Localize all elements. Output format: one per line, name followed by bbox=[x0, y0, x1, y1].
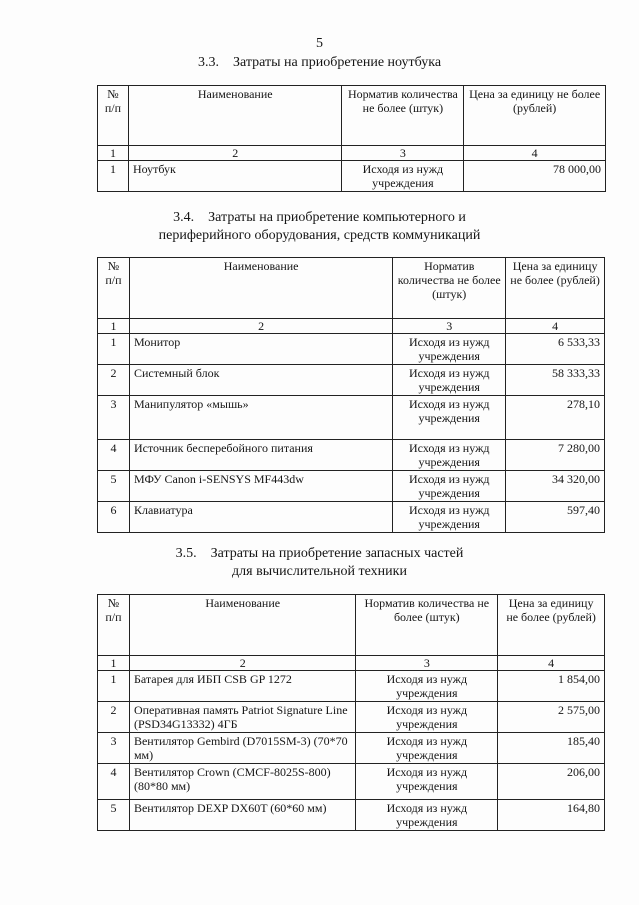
row-name: Источник бесперебойного питания bbox=[129, 440, 392, 471]
row-num: 4 bbox=[98, 440, 130, 471]
row-price: 164,80 bbox=[498, 800, 605, 831]
table-laptop bbox=[97, 85, 606, 192]
row-name: Оперативная память Patriot Signature Line (PSD34G13332) 4ГБ bbox=[129, 702, 356, 733]
table-row bbox=[98, 334, 605, 365]
header-price: Цена за единицу не более (рублей) bbox=[464, 86, 606, 146]
table-row bbox=[98, 440, 605, 471]
index-cell: 3 bbox=[393, 319, 506, 334]
section-number: 3.3. bbox=[197, 55, 219, 70]
row-name: Вентилятор Crown (CMCF-8025S-800) (80*80 мм) bbox=[129, 764, 356, 800]
row-qty: Исходя из нужд учреждения bbox=[342, 161, 464, 192]
row-qty: Исходя из нужд учреждения bbox=[393, 440, 506, 471]
row-name: Монитор bbox=[129, 334, 392, 365]
section-title-line: для вычислительной техники bbox=[232, 564, 407, 579]
section-number: 3.5. bbox=[175, 546, 197, 561]
header-qty: Норматив количества не более (штук) bbox=[342, 86, 464, 146]
row-qty: Исходя из нужд учреждения bbox=[356, 702, 498, 733]
row-num: 3 bbox=[98, 396, 130, 440]
row-qty: Исходя из нужд учреждения bbox=[393, 334, 506, 365]
table-row bbox=[98, 702, 605, 733]
row-price: 278,10 bbox=[506, 396, 605, 440]
table-row bbox=[98, 365, 605, 396]
table-row bbox=[98, 471, 605, 502]
index-cell: 2 bbox=[129, 319, 392, 334]
table-computer-equipment bbox=[97, 257, 605, 533]
row-num: 1 bbox=[98, 334, 130, 365]
row-num: 5 bbox=[98, 800, 130, 831]
header-name: Наименование bbox=[129, 258, 392, 319]
header-num: № п/п bbox=[98, 86, 129, 146]
row-price: 58 333,33 bbox=[506, 365, 605, 396]
section-title-line: Затраты на приобретение запасных частей bbox=[210, 546, 464, 561]
row-num: 2 bbox=[98, 702, 130, 733]
row-name: Системный блок bbox=[129, 365, 392, 396]
index-cell: 1 bbox=[98, 656, 130, 671]
row-num: 1 bbox=[98, 161, 129, 192]
section-3-5-title bbox=[0, 545, 639, 581]
row-name: Манипулятор «мышь» bbox=[129, 396, 392, 440]
row-qty: Исходя из нужд учреждения bbox=[393, 365, 506, 396]
header-qty: Норматив количества не более (штук) bbox=[393, 258, 506, 319]
index-cell: 4 bbox=[506, 319, 605, 334]
index-cell: 2 bbox=[129, 656, 356, 671]
row-qty: Исходя из нужд учреждения bbox=[393, 471, 506, 502]
row-price: 1 854,00 bbox=[498, 671, 605, 702]
row-num: 4 bbox=[98, 764, 130, 800]
section-title-line: периферийного оборудования, средств коммуникаций bbox=[158, 228, 481, 243]
header-price: Цена за единицу не более (рублей) bbox=[506, 258, 605, 319]
header-price: Цена за единицу не более (рублей) bbox=[498, 595, 605, 656]
row-name: Вентилятор DEXP DX60T (60*60 мм) bbox=[129, 800, 356, 831]
row-name: Батарея для ИБП CSB GP 1272 bbox=[129, 671, 356, 702]
table-spare-parts bbox=[97, 594, 605, 831]
header-name: Наименование bbox=[128, 86, 342, 146]
section-number: 3.4. bbox=[173, 210, 195, 225]
row-num: 3 bbox=[98, 733, 130, 764]
row-name: Клавиатура bbox=[129, 502, 392, 533]
row-num: 5 bbox=[98, 471, 130, 502]
index-cell: 3 bbox=[356, 656, 498, 671]
index-cell: 3 bbox=[342, 146, 464, 161]
row-price: 78 000,00 bbox=[464, 161, 606, 192]
row-name: Ноутбук bbox=[128, 161, 342, 192]
table-row bbox=[98, 733, 605, 764]
row-num: 1 bbox=[98, 671, 130, 702]
index-cell: 2 bbox=[128, 146, 342, 161]
row-price: 34 320,00 bbox=[506, 471, 605, 502]
row-qty: Исходя из нужд учреждения bbox=[356, 764, 498, 800]
row-price: 7 280,00 bbox=[506, 440, 605, 471]
table-row bbox=[98, 396, 605, 440]
row-qty: Исходя из нужд учреждения bbox=[356, 671, 498, 702]
section-title-line: Затраты на приобретение компьютерного и bbox=[208, 210, 466, 225]
table-row bbox=[98, 161, 606, 192]
row-qty: Исходя из нужд учреждения bbox=[356, 733, 498, 764]
header-qty: Норматив количества не более (штук) bbox=[356, 595, 498, 656]
row-name: Вентилятор Gembird (D7015SM-3) (70*70 мм) bbox=[129, 733, 356, 764]
table-row bbox=[98, 502, 605, 533]
row-price: 2 575,00 bbox=[498, 702, 605, 733]
row-num: 6 bbox=[98, 502, 130, 533]
table-row bbox=[98, 671, 605, 702]
index-cell: 4 bbox=[464, 146, 606, 161]
index-cell: 1 bbox=[98, 319, 130, 334]
section-3-3-title bbox=[0, 54, 639, 72]
index-cell: 4 bbox=[498, 656, 605, 671]
page-number: 5 bbox=[316, 36, 323, 51]
index-cell: 1 bbox=[98, 146, 129, 161]
row-price: 6 533,33 bbox=[506, 334, 605, 365]
row-qty: Исходя из нужд учреждения bbox=[393, 396, 506, 440]
row-num: 2 bbox=[98, 365, 130, 396]
row-price: 185,40 bbox=[498, 733, 605, 764]
header-num: № п/п bbox=[98, 595, 130, 656]
header-name: Наименование bbox=[129, 595, 356, 656]
table-row bbox=[98, 764, 605, 800]
table-row bbox=[98, 800, 605, 831]
row-price: 597,40 bbox=[506, 502, 605, 533]
row-qty: Исходя из нужд учреждения bbox=[393, 502, 506, 533]
row-name: МФУ Canon i-SENSYS MF443dw bbox=[129, 471, 392, 502]
row-qty: Исходя из нужд учреждения bbox=[356, 800, 498, 831]
header-num: № п/п bbox=[98, 258, 130, 319]
row-price: 206,00 bbox=[498, 764, 605, 800]
section-title-line: Затраты на приобретение ноутбука bbox=[232, 55, 442, 70]
section-3-4-title bbox=[0, 209, 639, 245]
